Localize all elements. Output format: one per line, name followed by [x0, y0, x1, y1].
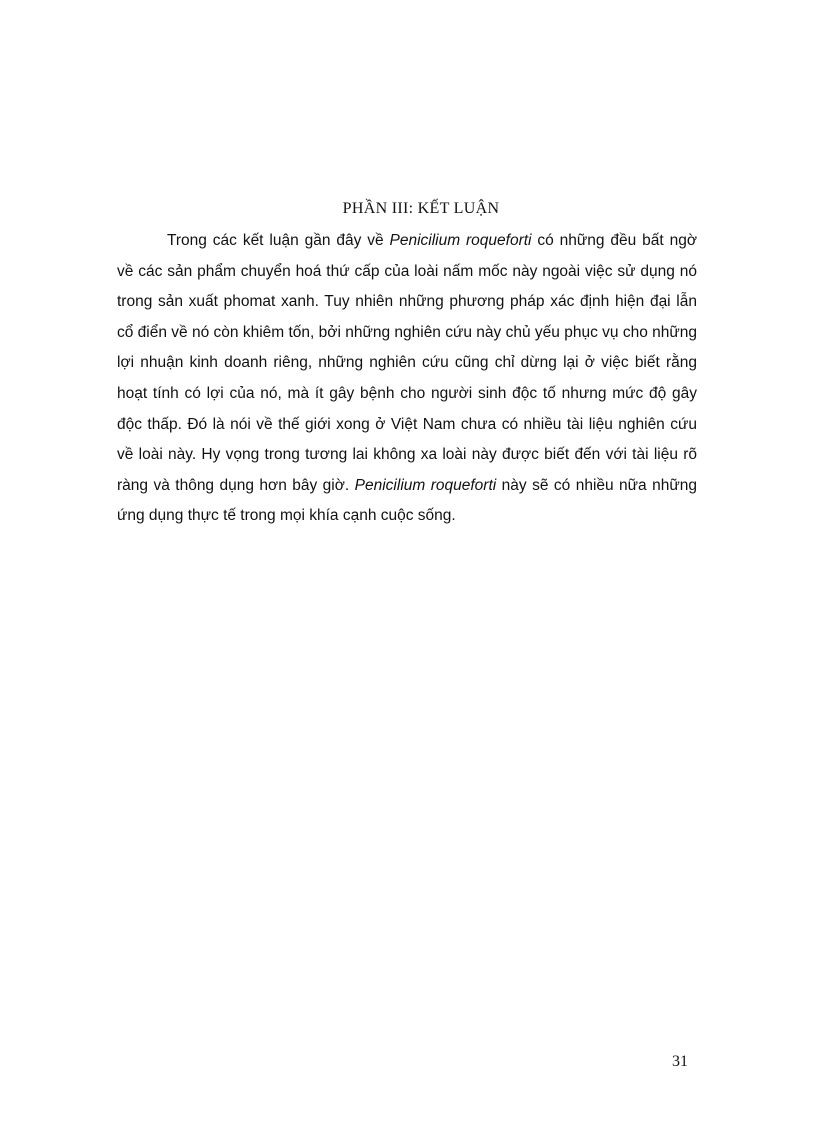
conclusion-paragraph: [117, 226, 697, 532]
paragraph-text-part-2: có những đều bất ngờ về các sản phẩm chuyển hoá thứ cấp của loài nấm mốc này ngoài việc sử dụng nó trong sản xuất phomat xanh. Tuy nhiên những phương pháp xác định hiện đại lẫn cổ điển về nó còn khiêm tốn, bởi những nghiên cứu này chủ yếu phục vụ cho những lợi nhuận kinh doanh riêng, những nghiên cứu cũng chỉ dừng lại ở việc biết rằng hoạt tính có lợi của nó, mà ít gây bệnh cho người sinh độc tố nhưng mức độ gây độc thấp. Đó là nói về thế giới xong ở Việt Nam chưa có nhiều tài liệu nghiên cứu về loài này. Hy vọng trong tương lai không xa loài này được biết đến với tài liệu rõ ràng và thông dụng hơn bây giờ.: [117, 232, 697, 494]
species-name: Penicilium roqueforti: [389, 232, 532, 249]
paragraph-text-part-1: Trong các kết luận gần đây về: [167, 232, 390, 249]
paragraph-text-part-3: này sẽ có nhiều nữa những ứng dụng thực tế trong mọi khía cạnh cuộc sống.: [117, 476, 697, 525]
species-name: Penicilium roqueforti: [354, 476, 497, 494]
page-number: 31: [672, 1053, 688, 1070]
section-heading: PHẦN III: KẾT LUẬN: [342, 200, 500, 217]
